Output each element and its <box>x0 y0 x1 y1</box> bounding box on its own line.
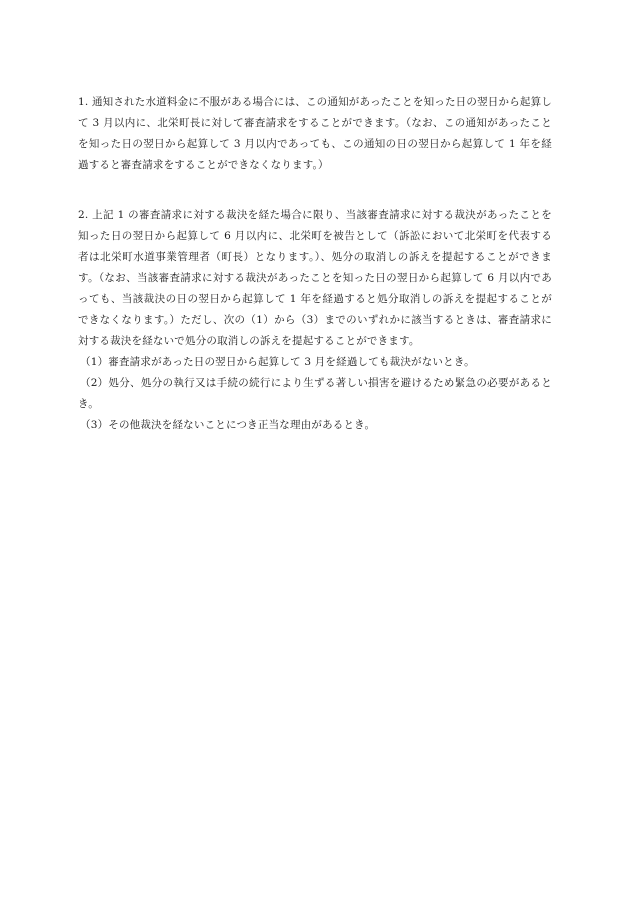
list-item-text: 審査請求があった日の翌日から起算して 3 月を経過しても裁決がないとき。 <box>108 356 475 368</box>
list-item <box>78 373 552 415</box>
list-item-text: その他裁決を経ないことにつき正当な理由があるとき。 <box>108 419 376 431</box>
list-item-text: 処分、処分の執行又は手続の続行により生ずる著しい損害を避けるため緊急の必要があるとき。 <box>78 377 552 410</box>
list-item <box>78 352 552 373</box>
paragraph-spacer <box>78 176 552 205</box>
list-item-number: （1） <box>80 356 109 368</box>
document-page <box>78 92 552 436</box>
paragraph-2: 2. 上記 1 の審査請求に対する裁決を経た場合に限り、当該審査請求に対する裁決があったことを知った日の翌日から起算して 6 月以内に、北栄町を被告として（訴訟において北栄町を代表する者は北栄町水道事業管理者（町長）となります。）、処分の取消しの訴えを提起することができます。（なお、当該審査請求に対する裁決があったことを知った日の翌日から起算して 6 月以内であっても、当該裁決の日の翌日から起算して 1 年を経過すると処分取消しの訴えを提起することができなくなります。）ただし、次の（1）から（3）までのいずれかに該当するときは、審査請求に対する裁決を経ないで処分の取消しの訴えを提起することができます。 <box>78 209 552 347</box>
list-item <box>78 415 552 436</box>
paragraph-1: 1. 通知された水道料金に不服がある場合には、この通知があったことを知った日の翌日から起算して 3 月以内に、北栄町長に対して審査請求をすることができます。（なお、この通知があったことを知った日の翌日から起算して 3 月以内であっても、この通知の日の翌日から起算して 1 年を経過すると審査請求をすることができなくなります。） <box>78 96 552 171</box>
list-item-number: （2） <box>80 377 109 389</box>
list-item-number: （3） <box>80 419 109 431</box>
